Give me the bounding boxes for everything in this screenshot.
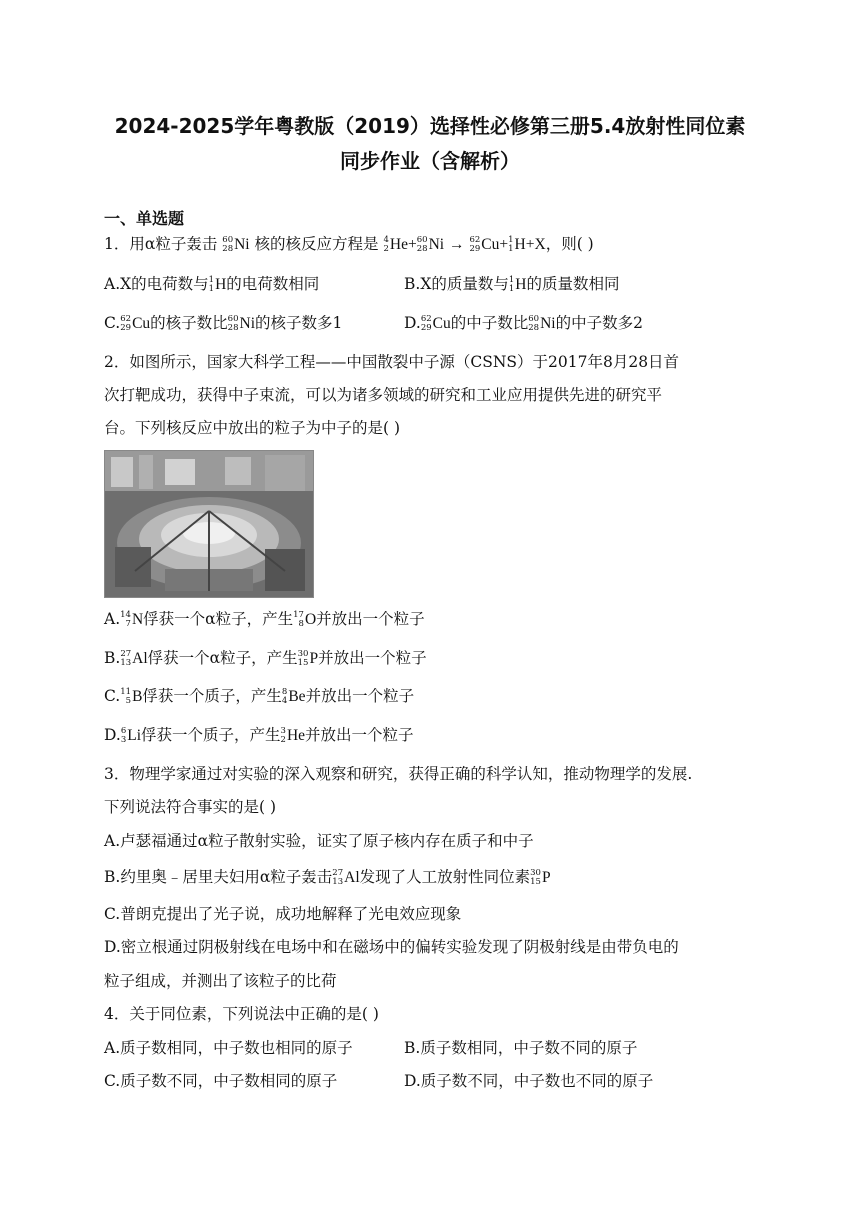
nuclide-be8: 8 4 Be bbox=[281, 687, 306, 706]
nuclide-cu: 62 29 Cu bbox=[120, 314, 151, 333]
section-heading: 一、单选题 bbox=[104, 209, 185, 228]
question-2-stem-line-1: 2．如图所示，国家大科学工程——中国散裂中子源（CSNS）于2017年8月28日首 bbox=[104, 353, 680, 371]
nuclide-p30: 30 15 P bbox=[530, 868, 551, 887]
question-4-option-b[interactable]: B.质子数相同，中子数不同的原子 bbox=[404, 1039, 638, 1057]
csns-facility-photo bbox=[104, 450, 314, 598]
question-3-option-d-line-1[interactable]: D.密立根通过阴极射线在电场中和在磁场中的偏转实验发现了阴极射线是由带负电的 bbox=[104, 938, 679, 956]
question-2-stem-line-3: 台。下列核反应中放出的粒子为中子的是( ) bbox=[104, 419, 401, 437]
question-1-option-b[interactable]: B.X的质量数与 1 1 H 的质量数相同 bbox=[404, 275, 620, 294]
nuclide-ni: 60 28 Ni bbox=[528, 314, 556, 333]
question-2-option-d[interactable]: D. 6 3 Li 俘获一个质子，产生 3 2 He 并放出一个粒子 bbox=[104, 726, 414, 745]
nuclide-b11: 11 5 B bbox=[120, 687, 143, 706]
question-1-option-d[interactable]: D. 62 29 Cu 的中子数比 60 28 Ni 的中子数多2 bbox=[404, 314, 643, 333]
question-3-stem-line-2: 下列说法符合事实的是( ) bbox=[104, 798, 277, 816]
question-4-option-a[interactable]: A.质子数相同，中子数也相同的原子 bbox=[104, 1039, 353, 1057]
nuclide-al27: 27 13 Al bbox=[332, 868, 360, 887]
question-3-option-a[interactable]: A.卢瑟福通过α粒子散射实验，证实了原子核内存在质子和中子 bbox=[104, 832, 534, 850]
document-title: 2024-2025学年粤教版（2019）选择性必修第三册5.4放射性同位素 bbox=[114, 114, 746, 138]
nuclide-cu: 62 29 Cu bbox=[469, 235, 500, 254]
nuclide-p30: 30 15 P bbox=[297, 649, 319, 668]
question-4-option-d[interactable]: D.质子数不同，中子数也不同的原子 bbox=[404, 1072, 654, 1090]
question-2-option-a[interactable]: A. 14 7 N 俘获一个α粒子，产生 17 8 O 并放出一个粒子 bbox=[104, 610, 425, 629]
question-1-stem: 1．用α粒子轰击 60 28 Ni 核的核反应方程是 4 2 He + 60 28 Ni → 62 29 Cu + 1 1 H +X，则( ) bbox=[104, 235, 594, 254]
question-3-stem-line-1: 3．物理学家通过对实验的深入观察和研究，获得正确的科学认知，推动物理学的发展. bbox=[104, 765, 693, 783]
nuclide-cu: 62 29 Cu bbox=[420, 314, 451, 333]
nuclide-h1: 1 1 H bbox=[208, 275, 227, 294]
nuclide-ni: 60 28 Ni bbox=[222, 235, 250, 254]
nuclide-h1: 1 1 H bbox=[508, 275, 527, 294]
question-3-option-c[interactable]: C.普朗克提出了光子说，成功地解释了光电效应现象 bbox=[104, 905, 462, 923]
nuclide-al27: 27 13 Al bbox=[120, 649, 148, 668]
question-4-stem: 4．关于同位素，下列说法中正确的是( ) bbox=[104, 1005, 379, 1023]
nuclide-li6: 6 3 Li bbox=[120, 726, 142, 745]
spallation-target-image bbox=[105, 451, 313, 597]
question-2-stem-line-2: 次打靶成功，获得中子束流，可以为诸多领域的研究和工业应用提供先进的研究平 bbox=[104, 386, 663, 404]
question-4-option-c[interactable]: C.质子数不同，中子数相同的原子 bbox=[104, 1072, 338, 1090]
nuclide-n14: 14 7 N bbox=[120, 610, 144, 629]
question-3-option-b[interactable]: B.约里奥﹣居里夫妇用α粒子轰击 27 13 Al 发现了人工放射性同位素 30 15 P bbox=[104, 868, 551, 887]
nuclide-o17: 17 8 O bbox=[293, 610, 317, 629]
nuclide-he3: 3 2 He bbox=[280, 726, 306, 745]
question-1-option-a[interactable]: A.X的电荷数与 1 1 H 的电荷数相同 bbox=[104, 275, 320, 294]
reaction-arrow: → bbox=[449, 236, 465, 253]
question-2-option-c[interactable]: C. 11 5 B 俘获一个质子，产生 8 4 Be 并放出一个粒子 bbox=[104, 687, 415, 706]
nuclide-ni: 60 28 Ni bbox=[227, 314, 255, 333]
nuclide-h1: 1 1 H bbox=[508, 235, 526, 254]
nuclide-he4: 4 2 He bbox=[383, 235, 408, 254]
document-subtitle: 同步作业（含解析） bbox=[340, 149, 520, 173]
question-2-option-b[interactable]: B. 27 13 Al 俘获一个α粒子，产生 30 15 P 并放出一个粒子 bbox=[104, 649, 427, 668]
question-1-option-c[interactable]: C. 62 29 Cu 的核子数比 60 28 Ni 的核子数多1 bbox=[104, 314, 343, 333]
question-3-option-d-line-2: 粒子组成，并测出了该粒子的比荷 bbox=[104, 972, 337, 990]
nuclide-ni: 60 28 Ni bbox=[416, 235, 445, 254]
